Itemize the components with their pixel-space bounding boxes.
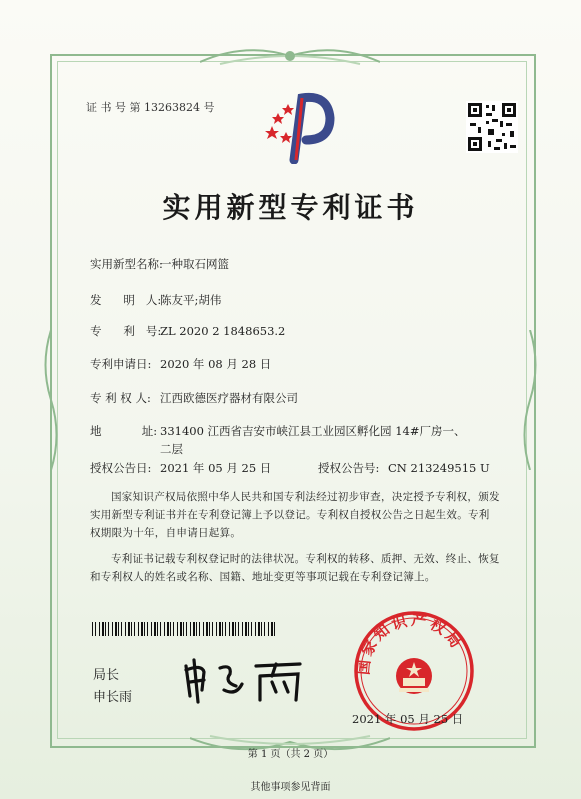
grant-date-label: 授权公告日: bbox=[90, 461, 152, 475]
director-title: 局长 bbox=[93, 668, 120, 683]
grant-paragraph: 国家知识产权局依照中华人民共和国专利法经过初步审查，决定授予专利权，颁发实用新型专利证书并在专利登记簿上予以登记。专利权自授权公告之日起生效。专利权期限为十年，自申请日起算。 bbox=[90, 491, 500, 539]
patentee-row bbox=[90, 390, 298, 406]
cnipa-logo-icon bbox=[258, 80, 338, 164]
qr-code-icon bbox=[466, 101, 518, 153]
filing-date-label: 专利申请日: bbox=[90, 357, 152, 371]
page-number: 第 1 页（共 2 页） bbox=[247, 749, 334, 760]
utility-name-label: 实用新型名称: bbox=[90, 257, 163, 271]
patent-number-label: 专 利 号: bbox=[90, 324, 162, 338]
footer-note: 其他事项参见背面 bbox=[250, 782, 331, 793]
svg-text:国家知识产权局: 国家知识产权局 bbox=[354, 610, 467, 676]
patent-number-value: ZL 2020 2 1848653.2 bbox=[160, 324, 286, 338]
address-row bbox=[90, 423, 465, 439]
legal-status-paragraph: 专利证书记载专利权登记时的法律状况。专利权的转移、质押、无效、终止、恢复和专利权人的姓名或名称、国籍、地址变更等事项记载在专利登记簿上。 bbox=[90, 553, 500, 583]
top-ornament bbox=[200, 42, 380, 70]
handwritten-signature bbox=[180, 656, 310, 704]
grant-number-row bbox=[318, 460, 490, 476]
left-ornament bbox=[40, 330, 62, 470]
certificate-number: 证 书 号 第 13263824 号 bbox=[86, 101, 215, 114]
right-ornament bbox=[519, 330, 541, 470]
director-name: 申长雨 bbox=[93, 690, 133, 705]
grant-number-value: CN 213249515 U bbox=[388, 461, 490, 475]
filing-date-row bbox=[90, 356, 271, 372]
patentee-value: 江西欧德医疗器材有限公司 bbox=[160, 391, 298, 405]
patent-number-row bbox=[90, 323, 285, 339]
utility-name-value: 一种取石网篮 bbox=[160, 257, 229, 271]
inventor-value: 陈友平;胡伟 bbox=[160, 293, 222, 307]
certificate-title: 实用新型专利证书 bbox=[162, 191, 419, 224]
filing-date-value: 2020 年 08 月 28 日 bbox=[160, 357, 272, 371]
grant-date-value: 2021 年 05 月 25 日 bbox=[160, 461, 272, 475]
inventor-label: 发 明 人: bbox=[90, 293, 162, 307]
grant-number-label: 授权公告号: bbox=[318, 461, 380, 475]
grant-date-row bbox=[90, 460, 271, 476]
address-label: 地 址: bbox=[90, 424, 158, 438]
utility-name-row bbox=[90, 256, 229, 272]
address-value-line1: 331400 江西省吉安市峡江县工业园区孵化园 14#厂房一、 bbox=[160, 424, 466, 438]
seal-date: 2021 年 05 月 25 日 bbox=[352, 712, 464, 726]
barcode-icon bbox=[92, 622, 277, 636]
patentee-label: 专 利 权 人: bbox=[90, 391, 151, 405]
inventor-row bbox=[90, 292, 221, 308]
address-value-line2: 二层 bbox=[160, 442, 183, 456]
